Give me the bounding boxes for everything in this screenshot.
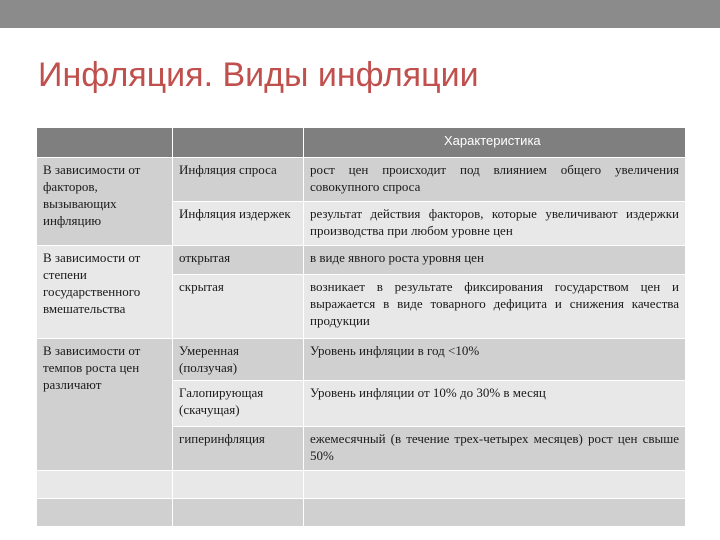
empty-cell bbox=[304, 471, 686, 499]
inflation-type-cell: скрытая bbox=[173, 275, 304, 339]
header-cell-criteria bbox=[37, 128, 173, 158]
group-label-factors: В зависимости от факторов, вызывающих инфляцию bbox=[37, 158, 173, 246]
table-row bbox=[37, 339, 686, 381]
empty-cell bbox=[173, 499, 304, 527]
characteristic-cell: Уровень инфляции в год <10% bbox=[304, 339, 686, 381]
inflation-type-cell: открытая bbox=[173, 246, 304, 275]
header-cell-type bbox=[173, 128, 304, 158]
inflation-types-table bbox=[36, 127, 686, 527]
empty-table-row bbox=[37, 471, 686, 499]
empty-cell bbox=[37, 499, 173, 527]
characteristic-cell: ежемесячный (в течение трех-четырех месяцев) рост цен свыше 50% bbox=[304, 427, 686, 471]
empty-cell bbox=[304, 499, 686, 527]
characteristic-cell: результат действия факторов, которые увеличивают издержки производства при любом уровне цен bbox=[304, 202, 686, 246]
header-cell-characteristic: Характеристика bbox=[304, 128, 686, 158]
table-header-row bbox=[37, 128, 686, 158]
inflation-type-cell: гиперинфляция bbox=[173, 427, 304, 471]
slide-title: Инфляция. Виды инфляции bbox=[38, 56, 479, 94]
inflation-type-cell: Умеренная (ползучая) bbox=[173, 339, 304, 381]
empty-cell bbox=[37, 471, 173, 499]
characteristic-cell: в виде явного роста уровня цен bbox=[304, 246, 686, 275]
table-row bbox=[37, 246, 686, 275]
characteristic-cell: возникает в результате фиксирования государством цен и выражается в виде товарного дефицита и снижения качества продукции bbox=[304, 275, 686, 339]
inflation-type-cell: Галопирующая (скачущая) bbox=[173, 381, 304, 427]
empty-table-row bbox=[37, 499, 686, 527]
characteristic-cell: рост цен происходит под влиянием общего увеличения совокупного спроса bbox=[304, 158, 686, 202]
group-label-state-intervention: В зависимости от степени государственного вмешательства bbox=[37, 246, 173, 339]
top-decorative-band bbox=[0, 0, 720, 28]
empty-cell bbox=[173, 471, 304, 499]
table-row bbox=[37, 158, 686, 202]
inflation-type-cell: Инфляция издержек bbox=[173, 202, 304, 246]
characteristic-cell: Уровень инфляции от 10% до 30% в месяц bbox=[304, 381, 686, 427]
inflation-type-cell: Инфляция спроса bbox=[173, 158, 304, 202]
group-label-growth-rate: В зависимости от темпов роста цен различают bbox=[37, 339, 173, 471]
